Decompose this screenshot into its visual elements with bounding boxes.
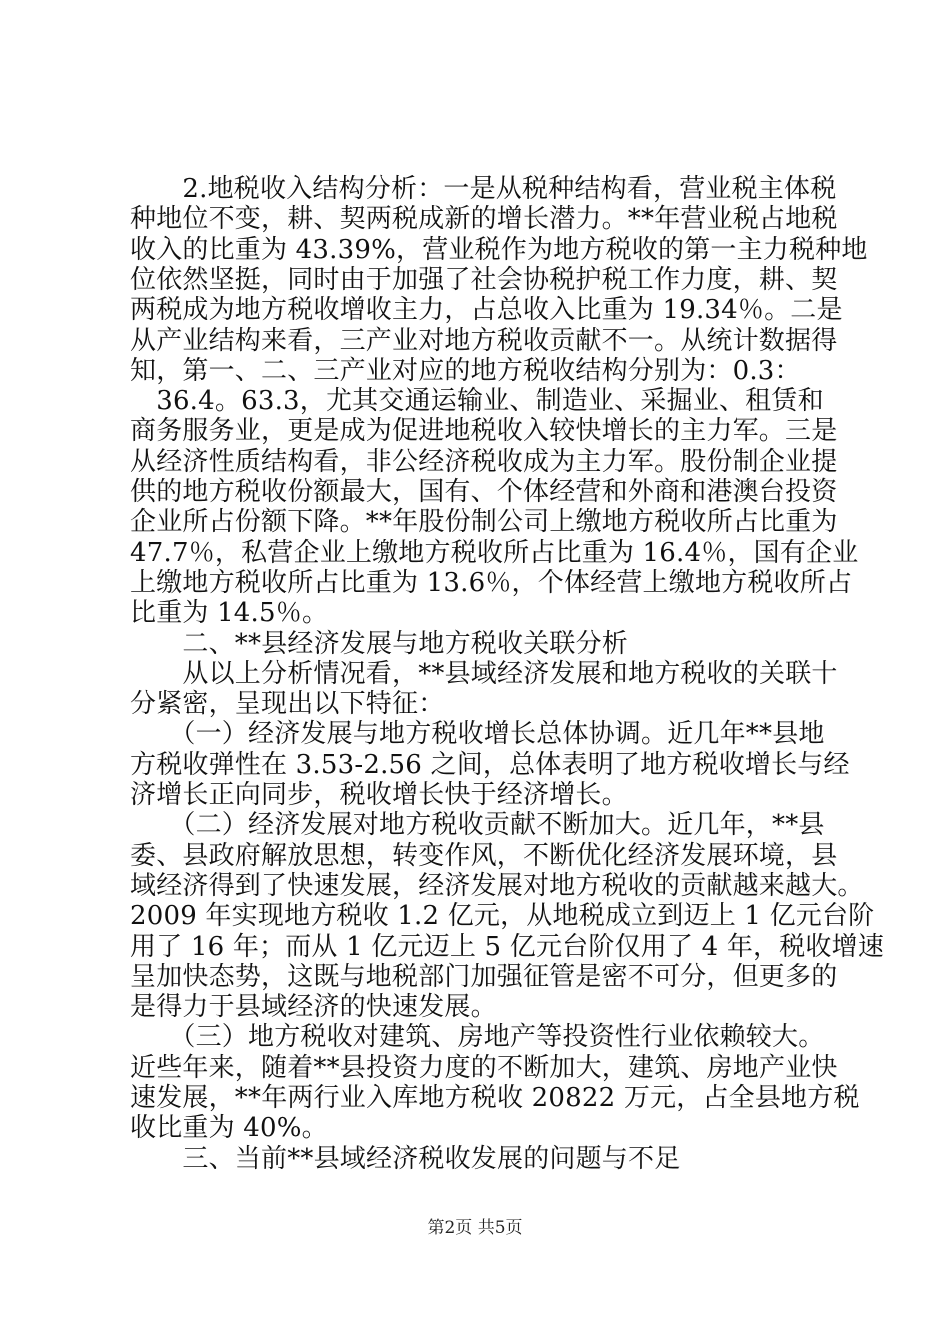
text-line: 分紧密，呈现出以下特征：: [130, 689, 445, 720]
text-line: 委、县政府解放思想，转变作风，不断优化经济发展环境，县: [130, 840, 838, 871]
text-line: 企业所占份额下降。**年股份制公司上缴地方税收所占比重为: [130, 507, 838, 538]
text-line: 种地位不变，耕、契两税成新的增长潜力。**年营业税占地税: [130, 204, 838, 235]
text-line: 速发展，**年两行业入库地方税收 20822 万元，占全县地方税: [130, 1083, 860, 1113]
text-line: 从以上分析情况看，**县域经济发展和地方税收的关联十: [130, 658, 838, 689]
text-line: 位依然坚挺，同时由于加强了社会协税护税工作力度，耕、契: [130, 264, 838, 295]
text-line: 三、当前**县域经济税收发展的问题与不足: [130, 1143, 681, 1174]
text-line: 2009 年实现地方税收 1.2 亿元，从地税成立到迈上 1 亿元台阶: [130, 901, 875, 932]
text-line: 知，第一、二、三产业对应的地方税收结构分别为：0.3：: [130, 355, 801, 386]
text-line: 商务服务业，更是成为促进地税收入较快增长的主力军。三是: [130, 416, 838, 447]
text-line: 二、**县经济发展与地方税收关联分析: [130, 628, 629, 659]
text-line: （一）经济发展与地方税收增长总体协调。近几年**县地: [130, 719, 825, 750]
text-line: 近些年来，随着**县投资力度的不断加大，建筑、房地产业快: [130, 1052, 838, 1083]
text-line: 收入的比重为 43.39%，营业税作为地方税收的第一主力税种地: [130, 234, 868, 265]
text-line: 2.地税收入结构分析：一是从税种结构看，营业税主体税: [130, 174, 837, 204]
text-line: 从产业结构来看，三产业对地方税收贡献不一。从统计数据得: [130, 325, 838, 356]
text-line: 方税收弹性在 3.53-2.56 之间，总体表明了地方税收增长与经: [130, 749, 850, 780]
text-line: 两税成为地方税收增收主力，占总收入比重为 19.34％。二是: [130, 295, 843, 326]
text-line: 济增长正向同步，税收增长快于经济增长。: [130, 780, 628, 810]
text-line: 收比重为 40%。: [130, 1113, 328, 1144]
text-line: 供的地方税收份额最大，国有、个体经营和外商和港澳台投资: [130, 477, 838, 507]
text-line: 域经济得到了快速发展，经济发展对地方税收的贡献越来越大。: [130, 870, 864, 901]
text-line: 36.4。63.3，尤其交通运输业、制造业、采掘业、租赁和: [130, 386, 824, 417]
text-line: 是得力于县域经济的快速发展。: [130, 992, 497, 1023]
text-line: 从经济性质结构看，非公经济税收成为主力军。股份制企业提: [130, 446, 838, 477]
text-line: （三）地方税收对建筑、房地产等投资性行业依赖较大。: [130, 1022, 825, 1053]
text-line: 上缴地方税收所占比重为 13.6％，个体经营上缴地方税收所占: [130, 567, 853, 598]
text-line: 47.7％，私营企业上缴地方税收所占比重为 16.4％，国有企业: [130, 537, 859, 568]
page-footer: 第2页 共5页: [427, 1218, 523, 1238]
text-line: （二）经济发展对地方税收贡献不断加大。近几年，**县: [130, 810, 825, 841]
text-line: 用了 16 年；而从 1 亿元迈上 5 亿元台阶仅用了 4 年，税收增速: [130, 931, 885, 962]
text-line: 呈加快态势，这既与地税部门加强征管是密不可分，但更多的: [130, 961, 838, 992]
text-line: 比重为 14.5％。: [130, 598, 329, 629]
